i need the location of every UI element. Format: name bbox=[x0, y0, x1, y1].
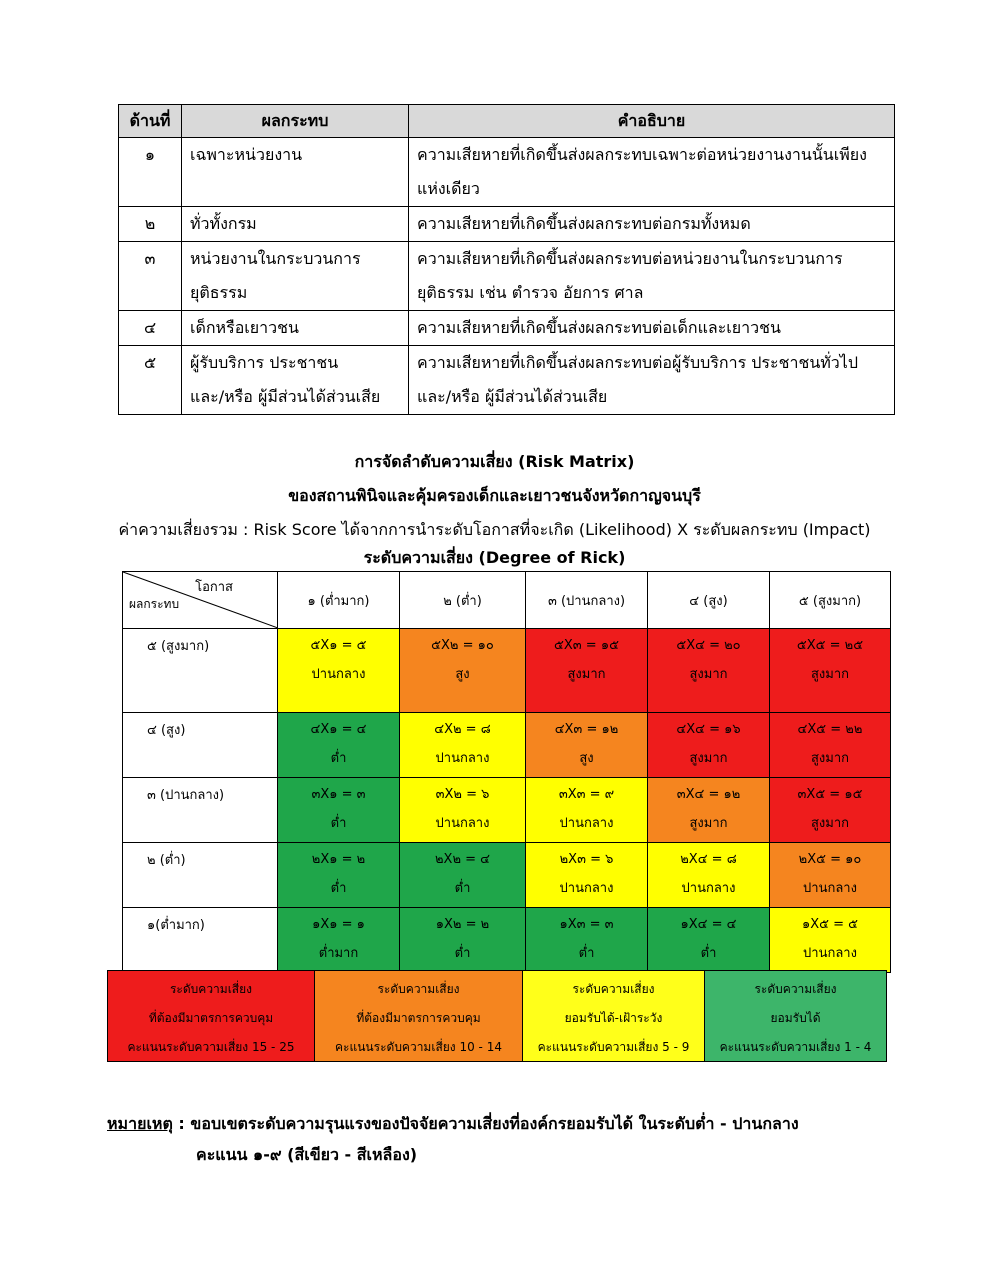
note-text: : ขอบเขตระดับความรุนแรงของปัจจัยความเสี่ยงที่องค์กรยอมรับได้ ในระดับต่ำ - ปานกลาง bbox=[172, 1114, 799, 1133]
legend-box bbox=[704, 970, 887, 1062]
risk-cell bbox=[648, 908, 770, 973]
matrix-row bbox=[123, 778, 891, 843]
risk-cell bbox=[278, 908, 400, 973]
corner-impact-label: ผลกระทบ bbox=[129, 597, 180, 611]
impact-row-label: ๓ (ปานกลาง) bbox=[123, 778, 278, 843]
impact-row-label: ๑(ต่ำมาก) bbox=[123, 908, 278, 973]
risk-cell-level: ต่ำ bbox=[330, 881, 347, 896]
risk-cell-level: ปานกลาง bbox=[435, 816, 490, 831]
matrix-header-row bbox=[123, 572, 891, 629]
impact-row bbox=[119, 242, 895, 311]
matrix-row bbox=[123, 629, 891, 713]
impact-header-impact: ผลกระทบ bbox=[182, 105, 409, 138]
impact-row-name bbox=[182, 311, 409, 346]
note-line2: คะแนน ๑-๙ (สีเขียว - สีเหลือง) bbox=[196, 1145, 418, 1164]
likelihood-col-2: ๒ (ต่ำ) bbox=[400, 572, 526, 629]
impact-row-desc bbox=[409, 242, 895, 311]
risk-cell bbox=[278, 843, 400, 908]
impact-row-desc-line: ความเสียหายที่เกิดขึ้นส่งผลกระทบต่อหน่วยงานในกระบวนการ bbox=[417, 249, 843, 268]
risk-cell-formula: ๓X๒ = ๖ bbox=[435, 787, 490, 802]
risk-cell-level: ต่ำ bbox=[578, 946, 595, 961]
risk-cell-level: สูงมาก bbox=[689, 816, 728, 831]
risk-cell bbox=[400, 629, 526, 713]
impact-row bbox=[119, 311, 895, 346]
likelihood-col-1: ๑ (ต่ำมาก) bbox=[278, 572, 400, 629]
legend-line: ระดับความเสี่ยง bbox=[169, 982, 253, 996]
risk-cell-formula: ๕X๕ = ๒๕ bbox=[796, 638, 864, 653]
risk-cell-formula: ๑X๔ = ๔ bbox=[680, 917, 737, 932]
risk-cell bbox=[400, 908, 526, 973]
impact-table bbox=[118, 104, 895, 415]
risk-cell-formula: ๒X๑ = ๒ bbox=[311, 852, 366, 867]
risk-cell-level: ปานกลาง bbox=[559, 816, 614, 831]
matrix-row bbox=[123, 843, 891, 908]
impact-row-num: ๒ bbox=[119, 207, 182, 242]
risk-cell bbox=[770, 713, 891, 778]
impact-row-desc-line: ความเสียหายที่เกิดขึ้นส่งผลกระทบต่อเด็กและเยาวชน bbox=[417, 318, 781, 337]
likelihood-col-4: ๔ (สูง) bbox=[648, 572, 770, 629]
risk-cell-formula: ๒X๓ = ๖ bbox=[559, 852, 614, 867]
impact-row-name bbox=[182, 346, 409, 415]
risk-cell-formula: ๓X๕ = ๑๕ bbox=[797, 787, 863, 802]
impact-row-name-line: หน่วยงานในกระบวนการ bbox=[190, 249, 361, 268]
risk-cell bbox=[648, 713, 770, 778]
risk-cell-level: สูง bbox=[579, 751, 594, 766]
impact-row-name bbox=[182, 207, 409, 242]
risk-cell-formula: ๑X๑ = ๑ bbox=[312, 917, 365, 932]
impact-row-desc-line: ยุติธรรม เช่น ตำรวจ อัยการ ศาล bbox=[417, 283, 644, 302]
impact-row bbox=[119, 207, 895, 242]
impact-row-desc-line: และ/หรือ ผู้มีส่วนได้ส่วนเสีย bbox=[417, 387, 608, 406]
risk-cell bbox=[770, 629, 891, 713]
impact-row-desc bbox=[409, 311, 895, 346]
legend-line: คะแนนระดับความเสี่ยง 10 - 14 bbox=[335, 1040, 502, 1054]
likelihood-col-5: ๕ (สูงมาก) bbox=[770, 572, 891, 629]
risk-cell-level: ปานกลาง bbox=[681, 881, 736, 896]
risk-cell bbox=[278, 713, 400, 778]
risk-cell-level: ต่ำ bbox=[330, 816, 347, 831]
risk-cell-level: ต่ำ bbox=[330, 751, 347, 766]
risk-cell-formula: ๕X๒ = ๑๐ bbox=[431, 638, 494, 653]
risk-cell bbox=[526, 843, 648, 908]
risk-cell-level: สูงมาก bbox=[810, 816, 850, 831]
risk-cell-formula: ๕X๓ = ๑๕ bbox=[554, 638, 619, 653]
risk-cell-level: สูงมาก bbox=[810, 751, 850, 766]
risk-cell-formula: ๒X๕ = ๑๐ bbox=[798, 852, 862, 867]
risk-cell-level: สูงมาก bbox=[689, 751, 728, 766]
risk-cell-level: ต่ำมาก bbox=[318, 946, 359, 961]
risk-cell-formula: ๔X๕ = ๒๒ bbox=[797, 722, 863, 737]
impact-row-name bbox=[182, 138, 409, 207]
risk-cell-formula: ๕X๔ = ๒๐ bbox=[676, 638, 741, 653]
risk-cell-formula: ๓X๔ = ๑๒ bbox=[676, 787, 741, 802]
impact-row-desc bbox=[409, 207, 895, 242]
impact-header-num: ด้านที่ bbox=[119, 105, 182, 138]
matrix-row bbox=[123, 908, 891, 973]
impact-row-name-line: เด็กหรือเยาวชน bbox=[190, 318, 299, 337]
risk-cell-formula: ๔X๔ = ๑๖ bbox=[676, 722, 741, 737]
risk-cell-formula: ๑X๓ = ๓ bbox=[559, 917, 614, 932]
impact-row-desc-line: ความเสียหายที่เกิดขึ้นส่งผลกระทบเฉพาะต่อหน่วยงานงานนั้นเพียง bbox=[417, 145, 867, 164]
risk-cell-formula: ๔X๒ = ๘ bbox=[434, 722, 491, 737]
legend-line: ที่ต้องมีมาตรการควบคุม bbox=[148, 1011, 274, 1025]
risk-cell bbox=[278, 778, 400, 843]
likelihood-col-3: ๓ (ปานกลาง) bbox=[526, 572, 648, 629]
impact-row-num: ๔ bbox=[119, 311, 182, 346]
risk-cell bbox=[770, 843, 891, 908]
legend-line: ยอมรับได้ bbox=[770, 1011, 821, 1025]
legend-box bbox=[107, 970, 315, 1062]
impact-row-desc-line: ความเสียหายที่เกิดขึ้นส่งผลกระทบต่อกรมทั้งหมด bbox=[417, 214, 751, 233]
matrix-row bbox=[123, 713, 891, 778]
note-label: หมายเหตุ bbox=[107, 1114, 173, 1133]
impact-row-name bbox=[182, 242, 409, 311]
legend-line: ยอมรับได้-เฝ้าระวัง bbox=[564, 1011, 663, 1025]
impact-row-num: ๓ bbox=[119, 242, 182, 311]
legend-line: คะแนนระดับความเสี่ยง 5 - 9 bbox=[537, 1040, 690, 1054]
risk-cell-formula: ๒X๔ = ๘ bbox=[680, 852, 737, 867]
impact-row-label: ๒ (ต่ำ) bbox=[123, 843, 278, 908]
risk-cell-formula: ๔X๓ = ๑๒ bbox=[554, 722, 619, 737]
risk-cell-formula: ๑X๕ = ๕ bbox=[802, 917, 858, 932]
legend-box bbox=[522, 970, 705, 1062]
impact-row-desc bbox=[409, 138, 895, 207]
risk-cell bbox=[400, 713, 526, 778]
impact-row-num: ๕ bbox=[119, 346, 182, 415]
risk-cell-level: ปานกลาง bbox=[435, 751, 490, 766]
risk-cell-level: สูงมาก bbox=[810, 667, 850, 682]
risk-cell-level: ปานกลาง bbox=[803, 946, 857, 961]
legend-box bbox=[314, 970, 523, 1062]
impact-row-name-line: ทั่วทั้งกรม bbox=[190, 214, 257, 233]
corner-likelihood-label: โอกาส bbox=[195, 580, 233, 595]
impact-row-desc bbox=[409, 346, 895, 415]
impact-header-desc: คำอธิบาย bbox=[409, 105, 895, 138]
impact-row-num: ๑ bbox=[119, 138, 182, 207]
risk-cell-formula: ๕X๑ = ๕ bbox=[310, 638, 367, 653]
impact-row bbox=[119, 138, 895, 207]
risk-matrix bbox=[122, 571, 891, 973]
impact-row-desc-line: ความเสียหายที่เกิดขึ้นส่งผลกระทบต่อผู้รับบริการ ประชาชนทั่วไป bbox=[417, 353, 858, 372]
risk-cell bbox=[526, 629, 648, 713]
risk-cell-level: ต่ำ bbox=[454, 881, 471, 896]
risk-cell-formula: ๔X๑ = ๔ bbox=[310, 722, 367, 737]
risk-cell-formula: ๑X๒ = ๒ bbox=[435, 917, 490, 932]
impact-row-label: ๕ (สูงมาก) bbox=[123, 629, 278, 713]
risk-cell-level: ต่ำ bbox=[454, 946, 471, 961]
risk-legend bbox=[107, 970, 887, 1062]
impact-row-name-line: เฉพาะหน่วยงาน bbox=[190, 145, 303, 164]
risk-cell-level: ปานกลาง bbox=[559, 881, 614, 896]
impact-row-name-line: ผู้รับบริการ ประชาชน bbox=[190, 353, 339, 372]
risk-cell bbox=[400, 778, 526, 843]
legend-line: ระดับความเสี่ยง bbox=[754, 982, 837, 996]
risk-cell bbox=[278, 629, 400, 713]
legend-line: ที่ต้องมีมาตรการควบคุม bbox=[356, 1011, 481, 1025]
impact-row bbox=[119, 346, 895, 415]
risk-cell-level: สูงมาก bbox=[689, 667, 728, 682]
risk-cell bbox=[770, 778, 891, 843]
risk-cell bbox=[526, 713, 648, 778]
risk-cell-level: ต่ำ bbox=[700, 946, 717, 961]
legend-line: ระดับความเสี่ยง bbox=[572, 982, 655, 996]
impact-row-name-line: และ/หรือ ผู้มีส่วนได้ส่วนเสีย bbox=[190, 387, 381, 406]
legend-line: คะแนนระดับความเสี่ยง 1 - 4 bbox=[719, 1040, 872, 1054]
risk-cell-formula: ๓X๓ = ๙ bbox=[558, 787, 615, 802]
matrix-subtitle: ของสถานพินิจและคุ้มครองเด็กและเยาวชนจังหวัดกาญจนบุรี bbox=[288, 486, 701, 505]
risk-cell-level: ปานกลาง bbox=[311, 667, 366, 682]
risk-cell-level: สูง bbox=[455, 667, 470, 682]
risk-score-formula: ค่าความเสี่ยงรวม : Risk Score ได้จากการนำระดับโอกาสที่จะเกิด (Likelihood) X ระดับผลกระทบ (Impact) bbox=[118, 520, 871, 539]
risk-cell-level: ปานกลาง bbox=[803, 881, 857, 896]
risk-cell bbox=[648, 629, 770, 713]
risk-cell bbox=[526, 778, 648, 843]
legend-line: คะแนนระดับความเสี่ยง 15 - 25 bbox=[127, 1040, 295, 1054]
note bbox=[107, 1112, 799, 1137]
risk-cell-formula: ๒X๒ = ๔ bbox=[434, 852, 491, 867]
risk-cell bbox=[400, 843, 526, 908]
matrix-corner bbox=[123, 572, 278, 629]
impact-row-name-line: ยุติธรรม bbox=[190, 283, 248, 302]
risk-cell bbox=[648, 778, 770, 843]
degree-of-risk-heading: ระดับความเสี่ยง (Degree of Rick) bbox=[363, 548, 626, 567]
impact-header-row bbox=[119, 105, 895, 138]
risk-cell-level: สูงมาก bbox=[567, 667, 606, 682]
matrix-title: การจัดลำดับความเสี่ยง (Risk Matrix) bbox=[354, 452, 635, 471]
impact-row-desc-line: แห่งเดียว bbox=[417, 179, 480, 198]
risk-cell-formula: ๓X๑ = ๓ bbox=[311, 787, 366, 802]
risk-cell bbox=[648, 843, 770, 908]
legend-line: ระดับความเสี่ยง bbox=[377, 982, 460, 996]
risk-cell bbox=[526, 908, 648, 973]
impact-row-label: ๔ (สูง) bbox=[123, 713, 278, 778]
risk-cell bbox=[770, 908, 891, 973]
